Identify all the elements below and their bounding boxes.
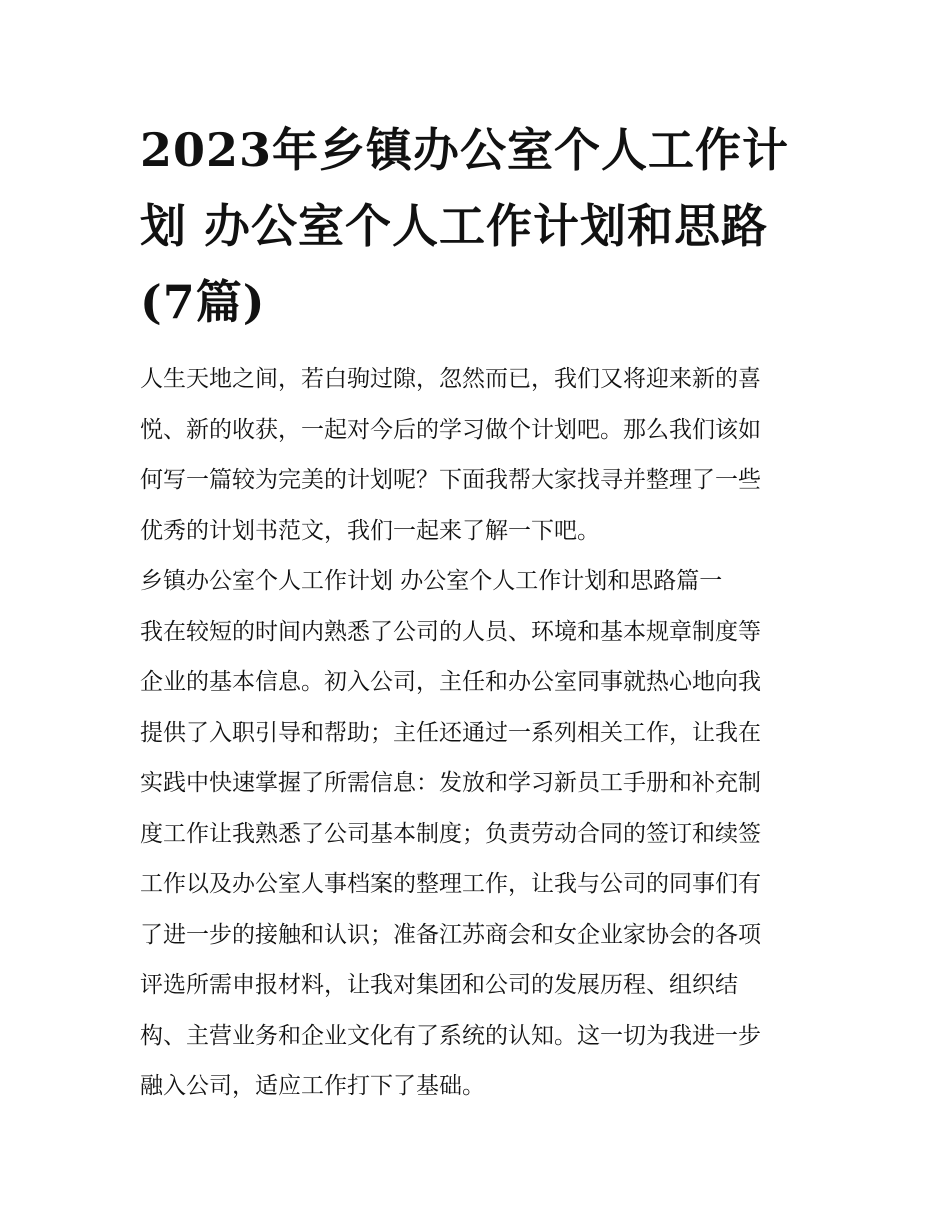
text-line: 优秀的计划书范文，我们一起来了解一下吧。: [140, 517, 600, 544]
text-line: 何写一篇较为完美的计划呢？下面我帮大家找寻并整理了一些: [140, 467, 761, 493]
text-line: 构、主营业务和企业文化有了系统的认知。这一切为我进一步: [140, 1022, 761, 1049]
text-line: 我在较短的时间内熟悉了公司的人员、环境和基本规章制度等: [140, 618, 761, 645]
text-line: 提供了入职引导和帮助；主任还通过一系列相关工作，让我在: [140, 719, 761, 746]
text-line: 了进一步的接触和认识；准备江苏商会和女企业家协会的各项: [140, 921, 761, 948]
text-line: 实践中快速掌握了所需信息：发放和学习新员工手册和补充制: [140, 770, 761, 796]
text-line: 人生天地之间，若白驹过隙，忽然而已，我们又将迎来新的喜: [140, 366, 761, 392]
document-title: [140, 112, 812, 340]
text-line: 企业的基本信息。初入公司，主任和办公室同事就热心地向我: [140, 669, 761, 695]
text-line: 悦、新的收获，一起对今后的学习做个计划吧。那么我们该如: [140, 416, 761, 443]
section-heading: 乡镇办公室个人工作计划 办公室个人工作计划和思路篇一: [140, 568, 723, 594]
document-page: [140, 112, 812, 1112]
title-line: (7篇): [140, 275, 266, 329]
section-paragraph: [140, 607, 812, 1112]
text-line: 融入公司，适应工作打下了基础。: [140, 1073, 485, 1099]
text-line: 工作以及办公室人事档案的整理工作，让我与公司的同事们有: [140, 871, 761, 897]
title-line: 2023年乡镇办公室个人工作计: [140, 123, 790, 177]
text-line: 度工作让我熟悉了公司基本制度；负责劳动合同的签订和续签: [140, 820, 761, 847]
title-line: 划 办公室个人工作计划和思路: [140, 199, 769, 253]
document-body: [140, 354, 812, 1112]
text-line: 评选所需申报材料，让我对集团和公司的发展历程、组织结: [140, 972, 738, 998]
intro-paragraph: [140, 354, 812, 556]
